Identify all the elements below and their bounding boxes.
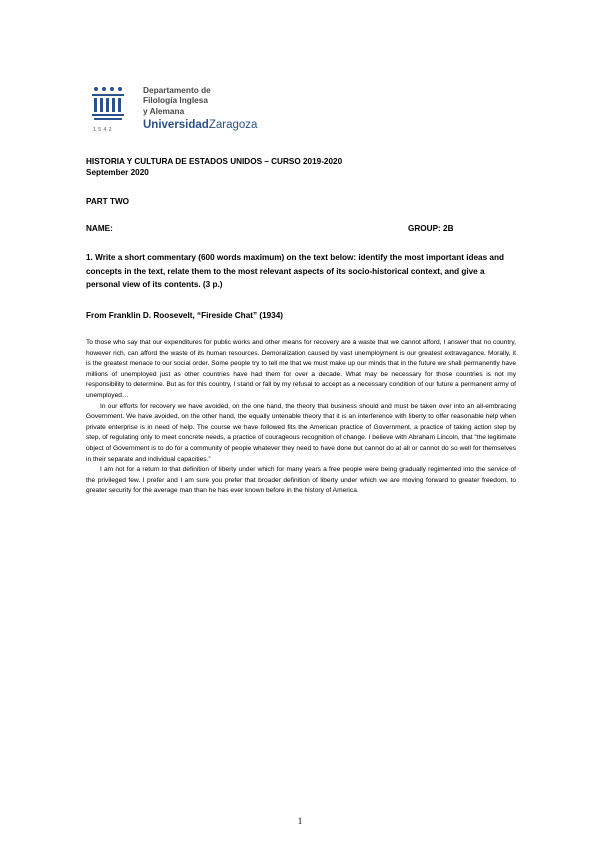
department-name [143,85,211,116]
university-logo [90,85,280,141]
coat-of-arms-icon [90,85,130,129]
dept-line-2: Filología Inglesa [143,95,209,106]
source-citation: From Franklin D. Roosevelt, “Fireside Chat” (1934) [86,311,284,320]
name-label: NAME: [86,224,113,233]
university-name [143,119,257,132]
page-number: 1 [297,816,303,826]
paragraph-1: To those who say that our expenditures for public works and other means for recovery are a waste that we cannot afford, I answer that no country, however rich, can afford the waste of its human resources. Demoralization caused by vast unemployment is our greatest extravagance. Morally, it is the greatest menace to our social order. Some people try to tell me that we must make up our minds that in the future we shall permanently have millions of unemployed just as other countries have had them for over a decade. What may be necessary for those countries is not my responsibility to determine. But as for this country, I stand or fall by my refusal to accept as a necessary condition of our future a permanent army of unemployed… [86,339,516,399]
dept-line-3: y Alemana [143,105,185,116]
excerpt-text [86,338,516,497]
exam-date: September 2020 [86,168,149,177]
paragraph-2: In our efforts for recovery we have avoided, on the one hand, the theory that business should and must be taken over into an all-embracing Government. We have avoided, on the other hand, the equally untenable theory that it is an interference with liberty to offer reasonable help when private enterprise is in need of help. The course we have followed fits the American practice of Government, a practice of taking action step by step, of regulating only to meet concrete needs, a practice of courageous recognition of change. I believe with Abraham Lincoln, that “the legitimate object of Government is to do for a community of people whatever they need to have done but cannot do at all or cannot do so well for themselves in their separate and individual capacities.” [86,402,516,463]
course-title: HISTORIA Y CULTURA DE ESTADOS UNIDOS – CURSO 2019-2020 [86,157,343,166]
group-label: GROUP: 2B [408,224,454,233]
logo-year: 1542 [93,127,114,133]
paragraph-3: I am not for a return to that definition of liberty under which for many years a free people were being gradually regimented into the service of the privileged few. I prefer and I am sure you prefer that broader definition of liberty under which we are moving forward to greater freedom, to greater security for the average man than he has ever known before in the history of America. [86,466,516,495]
part-label: PART TWO [86,197,130,206]
university-name-bold: Universidad [143,119,209,131]
dept-line-1: Departamento de [143,85,211,95]
university-name-city: Zaragoza [208,119,258,131]
question-text: Write a short commentary (600 words maximum) on the text below: identify the most important ideas and concepts in the text, relate them to the most relevant aspects of its socio-historical context, and give a personal view of its contents. (3 p.) [86,253,504,289]
question-prompt [86,251,516,292]
question-number: 1. [86,253,93,262]
